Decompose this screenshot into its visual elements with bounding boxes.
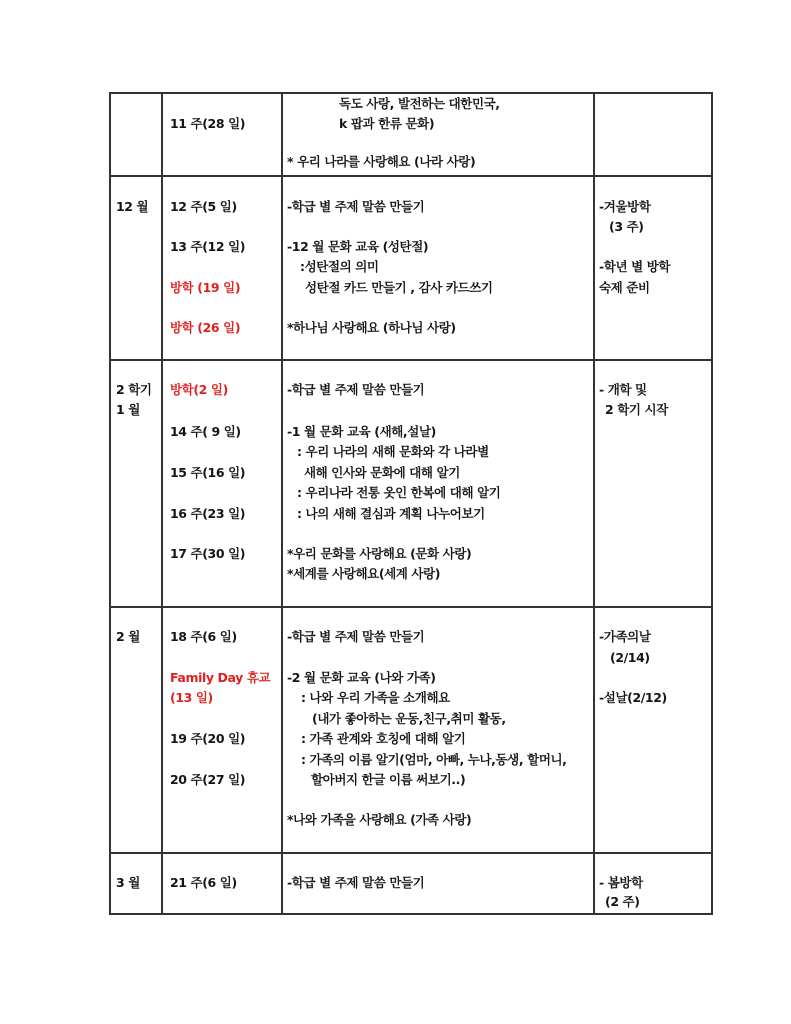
note-line: 숙제 준비 (599, 280, 650, 295)
note-line: - 개학 및 (599, 382, 647, 397)
content-line: 독도 사랑, 발전하는 대한민국, (339, 96, 500, 111)
month-cell: 3 월 (116, 875, 140, 890)
content-line: 할아버지 한글 이름 써보기..) (311, 772, 466, 787)
holiday-week-cell: 방학 (19 일) (170, 280, 241, 295)
holiday-week-cell: 방학 (26 일) (170, 320, 241, 335)
week-cell: 21 주(6 일) (170, 875, 237, 890)
content-line: :성탄절의 의미 (300, 259, 379, 274)
content-line: -2 월 문화 교육 (나와 가족) (287, 670, 436, 685)
row-divider-1 (109, 175, 713, 177)
month-cell: 12 월 (116, 199, 149, 214)
holiday-week-cell: Family Day 휴교 (170, 670, 271, 685)
theme-line: * 우리 나라를 사랑해요 (나라 사랑) (287, 154, 476, 169)
week-cell: 13 주(12 일) (170, 239, 246, 254)
content-line: : 나의 새해 결심과 계획 나누어보기 (297, 506, 485, 521)
row-divider-4 (109, 852, 713, 854)
content-line: -학급 별 주제 말씀 만들기 (287, 382, 425, 397)
table-border-right (711, 92, 713, 915)
column-divider-1 (161, 92, 163, 915)
content-line: : 나와 우리 가족을 소개해요 (301, 690, 450, 705)
week-cell: 16 주(23 일) (170, 506, 246, 521)
week-cell: 17 주(30 일) (170, 546, 246, 561)
note-line: - 봄방학 (599, 875, 643, 890)
holiday-week-cell: (13 일) (170, 690, 213, 705)
content-line: : 가족의 이름 알기(엄마, 아빠, 누나,동생, 할머니, (301, 752, 567, 767)
week-cell: 18 주(6 일) (170, 629, 237, 644)
content-line: k 팝과 한류 문화) (339, 116, 435, 131)
theme-line: *나와 가족을 사랑해요 (가족 사랑) (287, 812, 472, 827)
column-divider-3 (593, 92, 595, 915)
content-line: -학급 별 주제 말씀 만들기 (287, 629, 425, 644)
week-cell: 20 주(27 일) (170, 772, 246, 787)
note-line: (2 주) (605, 894, 640, 909)
content-line: : 우리 나라의 새해 문화와 각 나라별 (297, 444, 489, 459)
content-line: -1 월 문화 교육 (새해,설날) (287, 424, 436, 439)
week-cell: 19 주(20 일) (170, 731, 246, 746)
content-line: -학급 별 주제 말씀 만들기 (287, 199, 425, 214)
row-divider-2 (109, 359, 713, 361)
content-line: -학급 별 주제 말씀 만들기 (287, 875, 425, 890)
theme-line: *하나님 사랑해요 (하나님 사랑) (287, 320, 456, 335)
content-line: 성탄절 카드 만들기 , 감사 카드쓰기 (305, 280, 493, 295)
note-line: -설날(2/12) (599, 690, 667, 705)
table-border-bottom (109, 913, 713, 915)
holiday-week-cell: 방학(2 일) (170, 382, 228, 397)
note-line: -가족의날 (599, 629, 651, 644)
theme-line: *세계를 사랑해요(세계 사랑) (287, 566, 441, 581)
note-line: -학년 별 방학 (599, 259, 671, 274)
week-cell: 11 주(28 일) (170, 116, 246, 131)
note-line: (2/14) (610, 650, 650, 665)
content-line: : 가족 관계와 호칭에 대해 알기 (301, 731, 466, 746)
note-line: (3 주) (609, 219, 644, 234)
table-border-top (109, 92, 713, 94)
month-cell: 2 학기 (116, 382, 152, 397)
week-cell: 15 주(16 일) (170, 465, 246, 480)
row-divider-3 (109, 606, 713, 608)
content-line: -12 월 문화 교육 (성탄절) (287, 239, 429, 254)
note-line: -겨울방학 (599, 199, 651, 214)
content-line: 새해 인사와 문화에 대해 알기 (304, 465, 460, 480)
week-cell: 12 주(5 일) (170, 199, 237, 214)
content-line: : 우리나라 전통 옷인 한복에 대해 알기 (297, 485, 501, 500)
week-cell: 14 주( 9 일) (170, 424, 241, 439)
content-line: (내가 좋아하는 운동,친구,취미 활동, (312, 711, 506, 726)
theme-line: *우리 문화를 사랑해요 (문화 사랑) (287, 546, 472, 561)
note-line: 2 학기 시작 (605, 402, 668, 417)
column-divider-2 (281, 92, 283, 915)
table-border-left (109, 92, 111, 915)
month-cell: 2 월 (116, 629, 140, 644)
month-cell: 1 월 (116, 402, 140, 417)
